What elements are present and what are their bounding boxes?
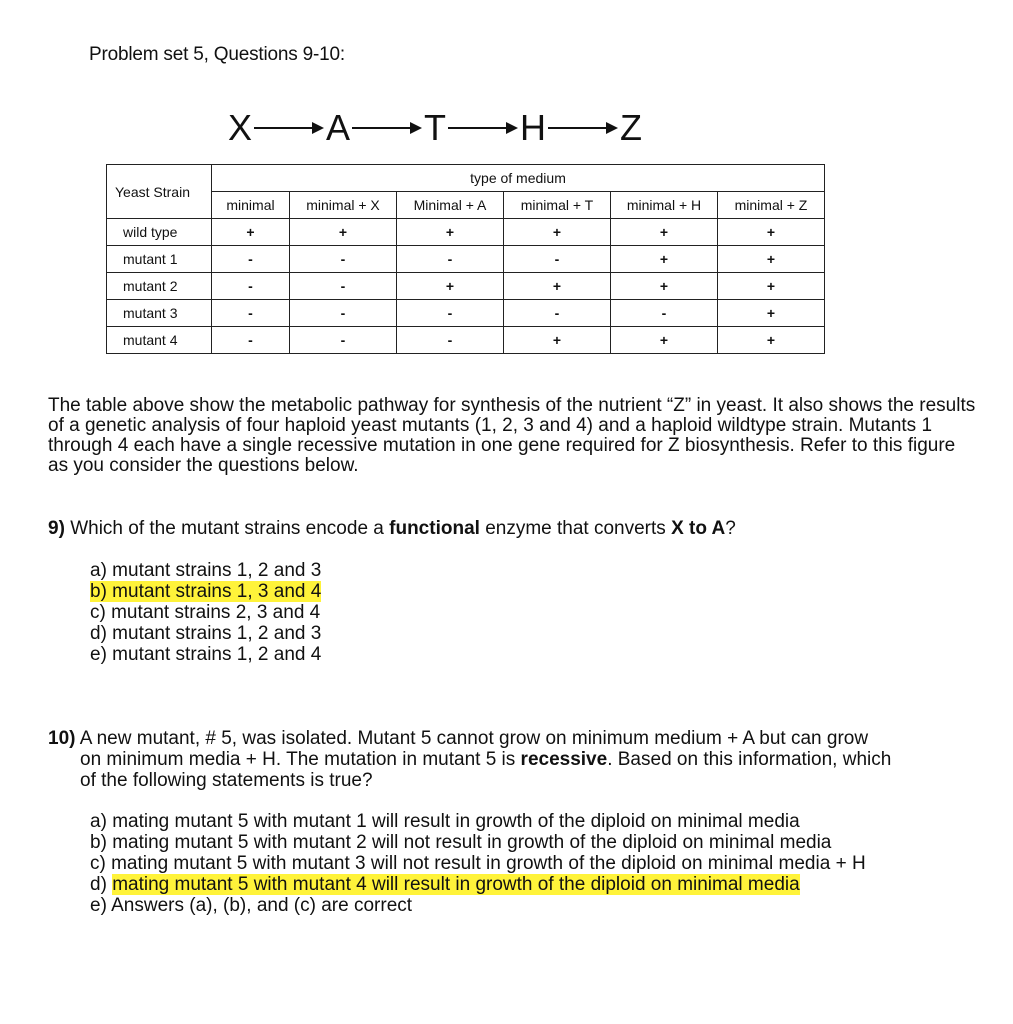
question-text: . Based on this information, which bbox=[607, 749, 892, 770]
table-cell: - bbox=[397, 327, 504, 354]
question-9 bbox=[48, 518, 978, 539]
answer-option bbox=[90, 560, 321, 581]
q9-options bbox=[90, 560, 321, 665]
answer-option-selected bbox=[90, 581, 321, 602]
table-column-header: minimal + Z bbox=[718, 192, 825, 219]
pathway-node-x: X bbox=[228, 107, 253, 148]
table-cell: - bbox=[212, 246, 290, 273]
answer-option bbox=[90, 644, 321, 665]
option-prefix: b) bbox=[90, 832, 113, 853]
option-text: mating mutant 5 with mutant 3 will not result in growth of the diploid on minimal media + H bbox=[111, 853, 866, 874]
strain-label: mutant 4 bbox=[107, 327, 212, 354]
answer-option bbox=[90, 895, 866, 916]
table-cell: + bbox=[718, 273, 825, 300]
option-text: mating mutant 5 with mutant 2 will not result in growth of the diploid on minimal media bbox=[112, 832, 832, 853]
table-cell: + bbox=[504, 273, 611, 300]
answer-option-selected bbox=[90, 874, 866, 895]
question-text: A new mutant, # 5, was isolated. Mutant 5 cannot grow on minimum medium + A but can grow bbox=[75, 728, 869, 749]
table-cell: - bbox=[290, 273, 397, 300]
table-cell: + bbox=[718, 300, 825, 327]
question-bold-word: X to A bbox=[671, 518, 726, 539]
question-bold-word: functional bbox=[389, 518, 480, 539]
intro-paragraph: The table above show the metabolic pathway for synthesis of the nutrient “Z” in yeast. It also shows the results of a genetic analysis of four haploid yeast mutants (1, 2, 3 and 4) and a haploid wildtype strain. Mutants 1 through 4 each have a single recessive mutation in one gene required for Z biosynthesis. Refer to this figure as you consider the questions below. bbox=[48, 395, 976, 476]
table-cell: + bbox=[718, 219, 825, 246]
question-10 bbox=[48, 728, 978, 791]
table-row bbox=[107, 327, 825, 354]
option-text: c) mutant strains 2, 3 and 4 bbox=[90, 602, 321, 623]
table-cell: + bbox=[504, 327, 611, 354]
table-cell: - bbox=[504, 300, 611, 327]
table-cell: + bbox=[611, 327, 718, 354]
strain-label: mutant 3 bbox=[107, 300, 212, 327]
table-cell: - bbox=[611, 300, 718, 327]
option-prefix: c) bbox=[90, 853, 112, 874]
option-prefix: d) bbox=[90, 874, 113, 895]
table-cell: + bbox=[504, 219, 611, 246]
page-title: Problem set 5, Questions 9-10: bbox=[89, 44, 345, 65]
table-cell: - bbox=[212, 300, 290, 327]
table-column-header: minimal bbox=[212, 192, 290, 219]
table-cell: - bbox=[504, 246, 611, 273]
question-text: of the following statements is true? bbox=[80, 770, 373, 791]
option-text: mating mutant 5 with mutant 1 will result in growth of the diploid on minimal media bbox=[112, 811, 800, 832]
question-number: 10) bbox=[48, 728, 76, 749]
table-cell: + bbox=[212, 219, 290, 246]
strain-label: wild type bbox=[107, 219, 212, 246]
strain-label: mutant 1 bbox=[107, 246, 212, 273]
table-row bbox=[107, 219, 825, 246]
question-number: 9) bbox=[48, 518, 65, 539]
arrow-right-icon bbox=[254, 118, 324, 138]
table-cell: - bbox=[397, 246, 504, 273]
table-cell: + bbox=[718, 327, 825, 354]
option-text: d) mutant strains 1, 2 and 3 bbox=[90, 623, 322, 644]
question-text: Which of the mutant strains encode a bbox=[70, 518, 390, 539]
option-text: e) mutant strains 1, 2 and 4 bbox=[90, 644, 322, 665]
table-corner-label: Yeast Strain bbox=[107, 165, 212, 219]
option-prefix: a) bbox=[90, 811, 113, 832]
table-column-header: minimal + T bbox=[504, 192, 611, 219]
answer-option bbox=[90, 832, 866, 853]
table-cell: + bbox=[611, 246, 718, 273]
pathway-node-z: Z bbox=[620, 107, 643, 148]
table-row bbox=[107, 246, 825, 273]
option-prefix: e) bbox=[90, 895, 112, 916]
table-cell: - bbox=[212, 327, 290, 354]
pathway-node-t: T bbox=[424, 107, 447, 148]
table-cell: + bbox=[397, 273, 504, 300]
table-cell: + bbox=[611, 219, 718, 246]
table-column-header: minimal + X bbox=[290, 192, 397, 219]
results-table bbox=[106, 164, 825, 354]
question-text: on minimum media + H. The mutation in mutant 5 is bbox=[80, 749, 521, 770]
arrow-right-icon bbox=[448, 118, 518, 138]
table-cell: - bbox=[290, 327, 397, 354]
question-text: ? bbox=[725, 518, 736, 539]
table-cell: - bbox=[212, 273, 290, 300]
option-text: Answers (a), (b), and (c) are correct bbox=[111, 895, 413, 916]
table-cell: + bbox=[611, 273, 718, 300]
answer-option bbox=[90, 623, 321, 644]
question-text: enzyme that converts bbox=[479, 518, 672, 539]
table-column-header: minimal + H bbox=[611, 192, 718, 219]
table-group-header: type of medium bbox=[212, 165, 825, 192]
option-text: b) mutant strains 1, 3 and 4 bbox=[90, 581, 322, 602]
pathway-node-h: H bbox=[520, 107, 547, 148]
answer-option bbox=[90, 602, 321, 623]
table-cell: + bbox=[718, 246, 825, 273]
answer-option bbox=[90, 853, 866, 874]
table-cell: + bbox=[290, 219, 397, 246]
table-row bbox=[107, 300, 825, 327]
pathway-node-a: A bbox=[326, 107, 351, 148]
table-cell: + bbox=[397, 219, 504, 246]
question-bold-word: recessive bbox=[520, 749, 608, 770]
option-text: mating mutant 5 with mutant 4 will result in growth of the diploid on minimal media bbox=[112, 874, 800, 895]
table-row bbox=[107, 273, 825, 300]
table-cell: - bbox=[290, 300, 397, 327]
table-column-header: Minimal + A bbox=[397, 192, 504, 219]
q10-options bbox=[90, 811, 866, 916]
strain-label: mutant 2 bbox=[107, 273, 212, 300]
option-text: a) mutant strains 1, 2 and 3 bbox=[90, 560, 322, 581]
table-cell: - bbox=[290, 246, 397, 273]
arrow-right-icon bbox=[352, 118, 422, 138]
pathway-diagram bbox=[228, 106, 642, 150]
table-cell: - bbox=[397, 300, 504, 327]
arrow-right-icon bbox=[548, 118, 618, 138]
answer-option bbox=[90, 811, 866, 832]
